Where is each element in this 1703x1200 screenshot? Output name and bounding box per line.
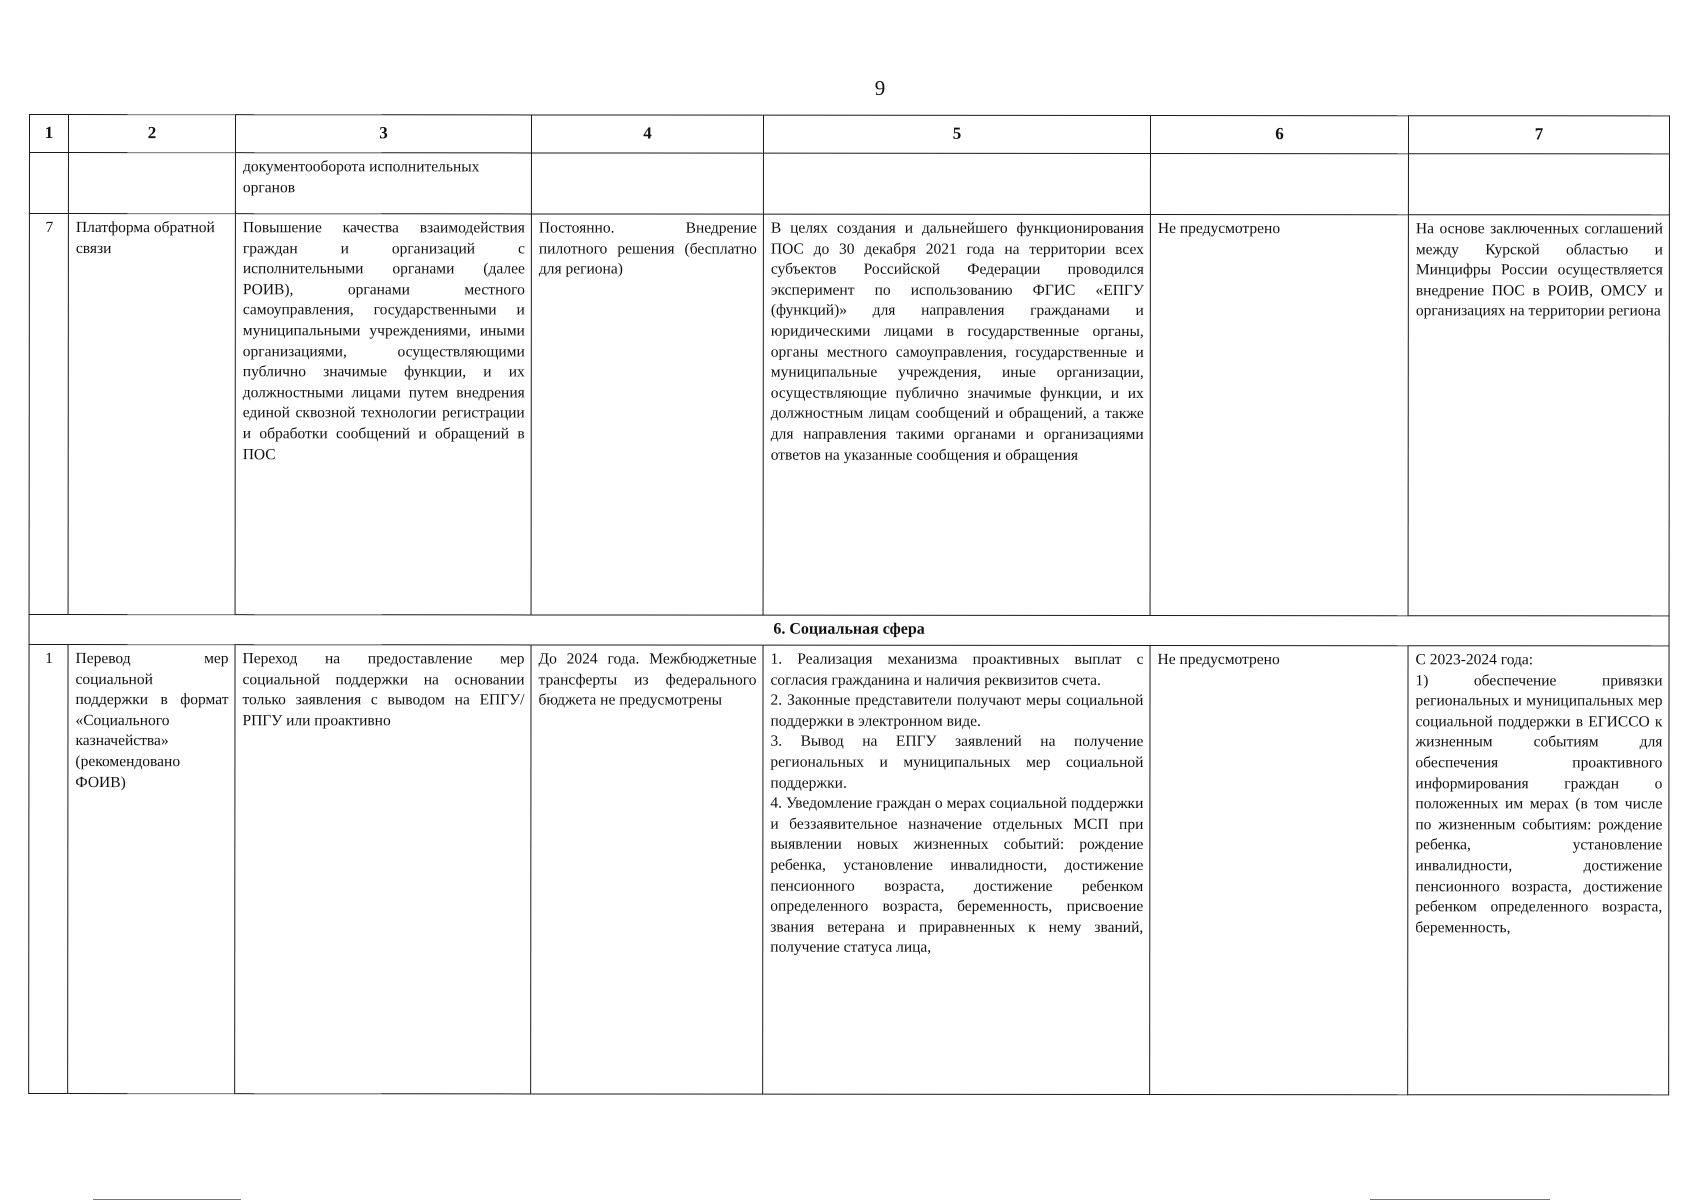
column-header: 5 bbox=[763, 115, 1150, 153]
federal-item: 2. Законные представители получают меры социальной поддержки в электронном виде. bbox=[770, 691, 1144, 730]
measure-terms-cell: Постоянно. Внедрение пилотного решения (бесплатно для региона) bbox=[531, 214, 763, 615]
column-7-cell: На основе заключенных соглашений между Курской областью и Минцифры России осуществляется внедрение ПОС в РОИВ, ОМСУ и организациях на территории региона bbox=[1408, 215, 1669, 616]
column-6-cell: Не предусмотрено bbox=[1150, 645, 1408, 1094]
measure-name-cell: Платформа обратной связи bbox=[68, 214, 235, 615]
federal-level-cell bbox=[763, 645, 1150, 1094]
table-cell: документооборота исполнительных органов bbox=[235, 153, 531, 214]
row-number-cell: 1 bbox=[29, 645, 68, 1094]
section-title: 6. Социальная сфера bbox=[29, 615, 1669, 646]
table-cell bbox=[531, 153, 763, 214]
table-cell bbox=[1150, 153, 1408, 214]
measure-description-cell: Переход на предоставление мер социальной поддержки на основании только заявления с выводом на ЕПГУ/РПГУ или проактивно bbox=[235, 645, 531, 1094]
column-6-cell: Не предусмотрено bbox=[1150, 214, 1408, 615]
row-number-cell: 7 bbox=[29, 214, 68, 615]
table-row bbox=[29, 153, 1669, 215]
column-header: 1 bbox=[29, 115, 68, 153]
measure-name-cell: Перевод мер социальной поддержки в формат «Социального казначейства» (рекомендовано ФОИВ) bbox=[68, 645, 235, 1094]
measure-terms-cell: До 2024 года. Межбюджетные трансферты из федерального бюджета не предусмотрены bbox=[531, 645, 763, 1094]
table-cell bbox=[68, 153, 235, 214]
measure-description-cell: Повышение качества взаимодействия граждан и организаций с исполнительными органами (далее РОИВ), органами местного самоуправления, государственными и муниципальными учреждениями, иными организациями, осуществляющими публично значимые функции, и их должностными лицами путем внедрения единой сквозной технологии регистрации и обработки сообщений и обращений в ПОС bbox=[235, 214, 531, 615]
table-cell bbox=[763, 153, 1150, 214]
table-row bbox=[29, 214, 1669, 616]
column-header: 3 bbox=[235, 115, 531, 153]
column-7-text: 1) обеспечение привязки региональных и муниципальных мер социальной поддержки в ЕГИССО к жизненным событиям для обеспечения проактивного информирования граждан о положенных им мерах (в том числе по жизненным событиям: рождение ребенка, установление инвалидности, достижение пенсионного возраста, достижение ребенком определенного возраста, беременность, bbox=[1415, 671, 1663, 937]
federal-item: 3. Вывод на ЕПГУ заявлений на получение региональных и муниципальных мер социальной поддержки. bbox=[770, 733, 1144, 792]
table-cell bbox=[1408, 154, 1669, 215]
column-header: 6 bbox=[1150, 115, 1408, 153]
column-7-cell bbox=[1408, 646, 1669, 1095]
column-header: 7 bbox=[1408, 116, 1669, 154]
federal-item: 4. Уведомление граждан о мерах социальной поддержки и беззаявительное назначение отдельных МСП при выявлении новых жизненных событий: рождение ребенка, установление инвалидности, достижение пенсионного возраста, достижение ребенком определенного возраста, беременность, присвоение звания ветерана и приравненных к нему званий, получение статуса лица, bbox=[770, 794, 1144, 957]
federal-level-cell: В целях создания и дальнейшего функционирования ПОС до 30 декабря 2021 года на территории всех субъектов Российской Федерации проводился эксперимент по использованию ФГИС «ЕПГУ (функций)» для направления гражданами и юридическими лицами в государственные органы, органы местного самоуправления, государственные и муниципальные учреждения, иные организации, осуществляющие публично значимые функции, и их должностным лицам сообщений и обращений, а также для направления такими органами и организациями ответов на указанные сообщения и обращения bbox=[763, 214, 1150, 615]
federal-item: 1. Реализация механизма проактивных выплат с согласия гражданина и наличия реквизитов счета. bbox=[770, 650, 1144, 689]
column-7-intro: С 2023-2024 года: bbox=[1415, 651, 1534, 669]
column-header: 4 bbox=[531, 115, 763, 153]
table-header-row bbox=[29, 115, 1669, 154]
section-heading-row bbox=[29, 615, 1669, 646]
column-header: 2 bbox=[68, 115, 235, 153]
measures-table bbox=[28, 114, 1670, 1095]
table-row bbox=[29, 645, 1669, 1095]
page-number: 9 bbox=[874, 76, 886, 100]
table-cell bbox=[29, 153, 68, 214]
